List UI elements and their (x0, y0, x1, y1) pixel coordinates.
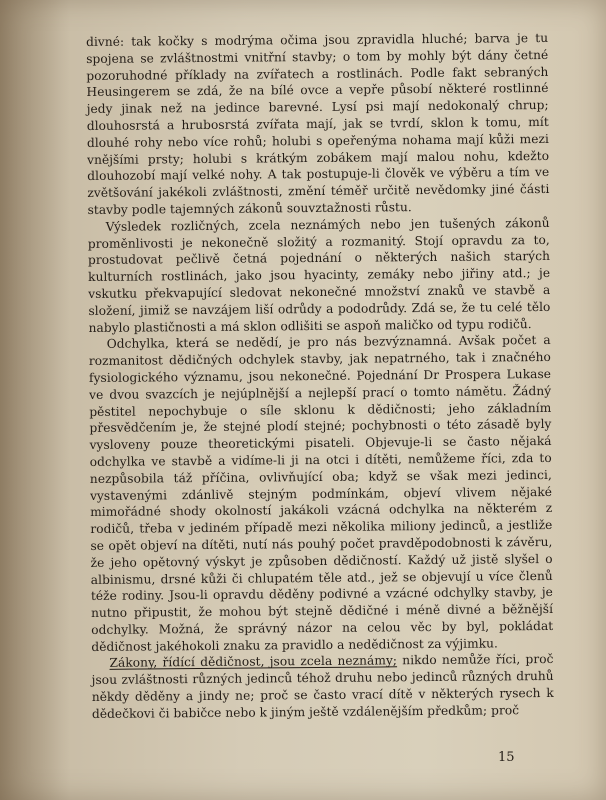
paragraph-4 (91, 651, 554, 722)
page-text (86, 30, 554, 723)
paragraph-2: Výsledek rozličných, zcela neznámých nebo jen tušených zákonů proměnlivosti je nekonečně složitý a rozmanitý. Stojí opravdu za to, prostudovat pečlivě četná pojednání o některých našich starých kulturních rostlinách, jako jsou hyacinty, zemáky nebo jiřiny atd.; je vskutku překvapující sledovat nekonečné množství znaků ve stavbě a složení, jimiž se navzájem liší odrůdy a pododrůdy. Zdá se, že tu celé tělo nabylo plastičnosti a má sklon odlišiti se aspoň maličko od typu rodičů. (87, 215, 551, 335)
page-number: 15 (498, 750, 515, 765)
underlined-phrase: Zákony, řídící dědičnost, jsou zcela neznámy; (109, 653, 398, 671)
paragraph-4-rest: nikdo nemůže říci, proč jsou zvláštnosti různých jedinců téhož druhu nebo jedinců různých druhů někdy děděny a jindy ne; proč se často vrací dítě v některých rysech k dědečkovi či babičce nebo k jiným ještě vzdálenějším předkům; proč (91, 652, 554, 721)
binding-shadow (0, 0, 70, 800)
paragraph-3: Odchylka, která se nedědí, je pro nás bezvýznamná. Avšak počet a rozmanitost dědičných odchylek stavby, jak nepatrného, tak i značného fysiologického významu, jsou nekonečné. Pojednání Dr Prospera Lukase ve dvou svazcích je nejúplnější a nejlepší prací o tomto námětu. Žádný pěstitel nepochybuje o síle sklonu k dědičnosti; jeho základním přesvědčením je, že stejné plodí stejné; pochybnosti o této zásadě byly vysloveny pouze theoretickými pisateli. Objevuje-li se často nějaká odchylka ve stavbě a vidíme-li ji na otci i dítěti, nemůžeme říci, zda to nezpůsobila táž příčina, ovlivňující oba; když se však mezi jedinci, vystavenými zdánlivě stejným podmínkám, objeví vlivem nějaké mimořádné shody okolností jakákoli vzácná odchylka na některém z rodičů, třeba v jediném případě mezi několika miliony jedinců, a jestliže se opět objeví na dítěti, nutí nás pouhý počet pravděpodobnosti k závěru, že jeho opětovný výskyt je způsoben dědičností. Každý už jistě slyšel o albinismu, drsné kůži či chlupatém těle atd., jež se objevují u více členů téže rodiny. Jsou-li opravdu děděny podivné a vzácné odchylky stavby, je nutno připustit, že mohou být stejně dědičné i méně divné a běžnější odchylky. Možná, že správný názor na celou věc by byl, pokládat dědičnost jakéhokoli znaku za pravidlo a nedědičnost za výjimku. (88, 333, 554, 654)
paragraph-1: divné: tak kočky s modrýma očima jsou zpravidla hluché; barva je tu spojena se zvláštnostmi vnitřní stavby; o tom by mohly být dány četné pozoruhodné příklady na zvířatech a rostlinách. Podle fakt sebraných Heusingerem se zdá, že na bílé ovce a vepře působí některé rostlinné jedy jinak než na jedince barevné. Lysí psi mají nedokonalý chrup; dlouhosrstá a hrubosrstá zvířata mají, jak se tvrdí, sklon k tomu, mít dlouhé rohy nebo více rohů; holubi s opeřenýma nohama mají kůži mezi vnějšími prsty; holubi s krátkým zobákem mají malou nohu, kdežto dlouhozobí mají velké nohy. A tak postupuje-li člověk ve výběru a tím ve zvětšování jakékoli zvláštnosti, změní téměř určitě nevědomky jiné části stavby podle tajemných zákonů souvztažnosti růstu. (86, 30, 550, 217)
